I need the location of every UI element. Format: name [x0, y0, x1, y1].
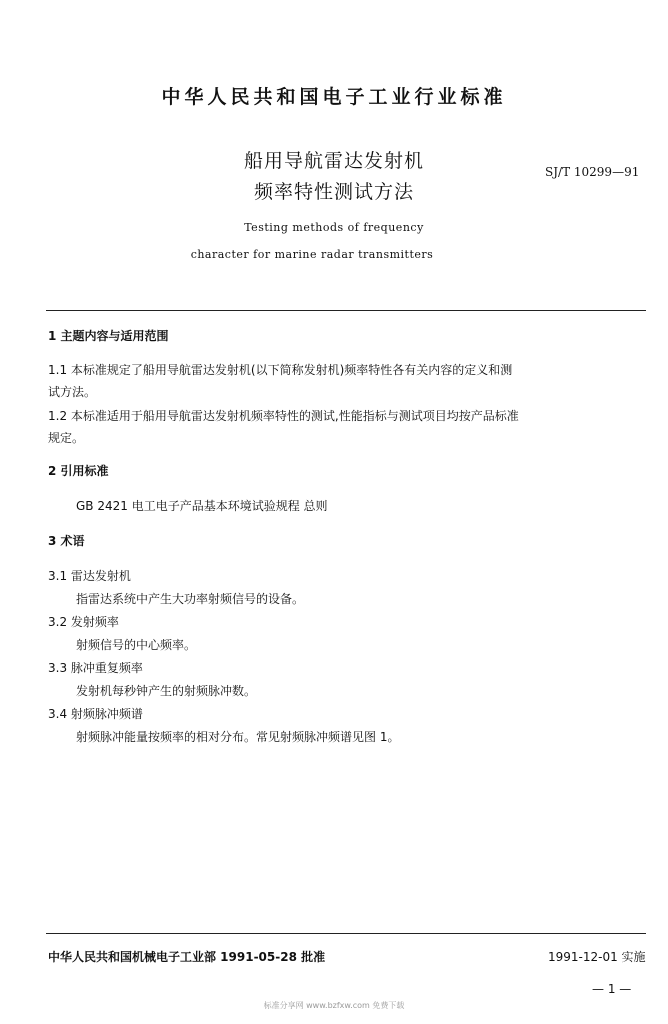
- term-3-2: 3.2 发射频率: [48, 615, 119, 629]
- section-1-heading: 1 主题内容与适用范围: [48, 329, 169, 343]
- section-2-heading: 2 引用标准: [48, 464, 109, 478]
- document-title-line2: 频率特性测试方法: [253, 181, 414, 203]
- section-3-heading: 3 术语: [48, 534, 85, 548]
- term-3-2-definition: 射频信号的中心频率。: [76, 638, 197, 652]
- english-title-line1: Testing methods of frequency: [244, 221, 424, 234]
- standard-body-title: 中华人民共和国电子工业行业标准: [161, 86, 507, 108]
- term-3-3-definition: 发射机每秒钟产生的射频脉冲数。: [76, 684, 257, 698]
- term-3-4: 3.4 射频脉冲频谱: [48, 707, 143, 721]
- watermark: 标准分享网 www.bzfxw.com 免费下载: [263, 1001, 405, 1010]
- term-3-4-definition: 射频脉冲能量按频率的相对分布。常见射频脉冲频谱见图 1。: [76, 730, 400, 744]
- approval-statement: 中华人民共和国机械电子工业部 1991-05-28 批准: [48, 950, 326, 964]
- clause-1-1-line2: 试方法。: [48, 385, 97, 399]
- clause-1-2-line2: 规定。: [48, 431, 85, 445]
- term-3-1: 3.1 雷达发射机: [48, 569, 131, 583]
- reference-standard: GB 2421 电工电子产品基本环境试验规程 总则: [76, 499, 328, 513]
- footer-divider: [46, 933, 646, 934]
- implementation-date: 1991-12-01 实施: [548, 950, 646, 964]
- document-title-line1: 船用导航雷达发射机: [243, 150, 424, 172]
- header-divider: [46, 310, 646, 311]
- english-title-line2: character for marine radar transmitters: [190, 248, 434, 261]
- standard-number: SJ/T 10299—91: [545, 165, 640, 179]
- clause-1-2-line1: 1.2 本标准适用于船用导航雷达发射机频率特性的测试,性能指标与测试项目均按产品标准: [48, 409, 519, 423]
- page-number: — 1 —: [592, 982, 632, 996]
- term-3-3: 3.3 脉冲重复频率: [48, 661, 143, 675]
- clause-1-1-line1: 1.1 本标准规定了船用导航雷达发射机(以下简称发射机)频率特性各有关内容的定义和测: [48, 363, 513, 377]
- term-3-1-definition: 指雷达系统中产生大功率射频信号的设备。: [76, 592, 305, 606]
